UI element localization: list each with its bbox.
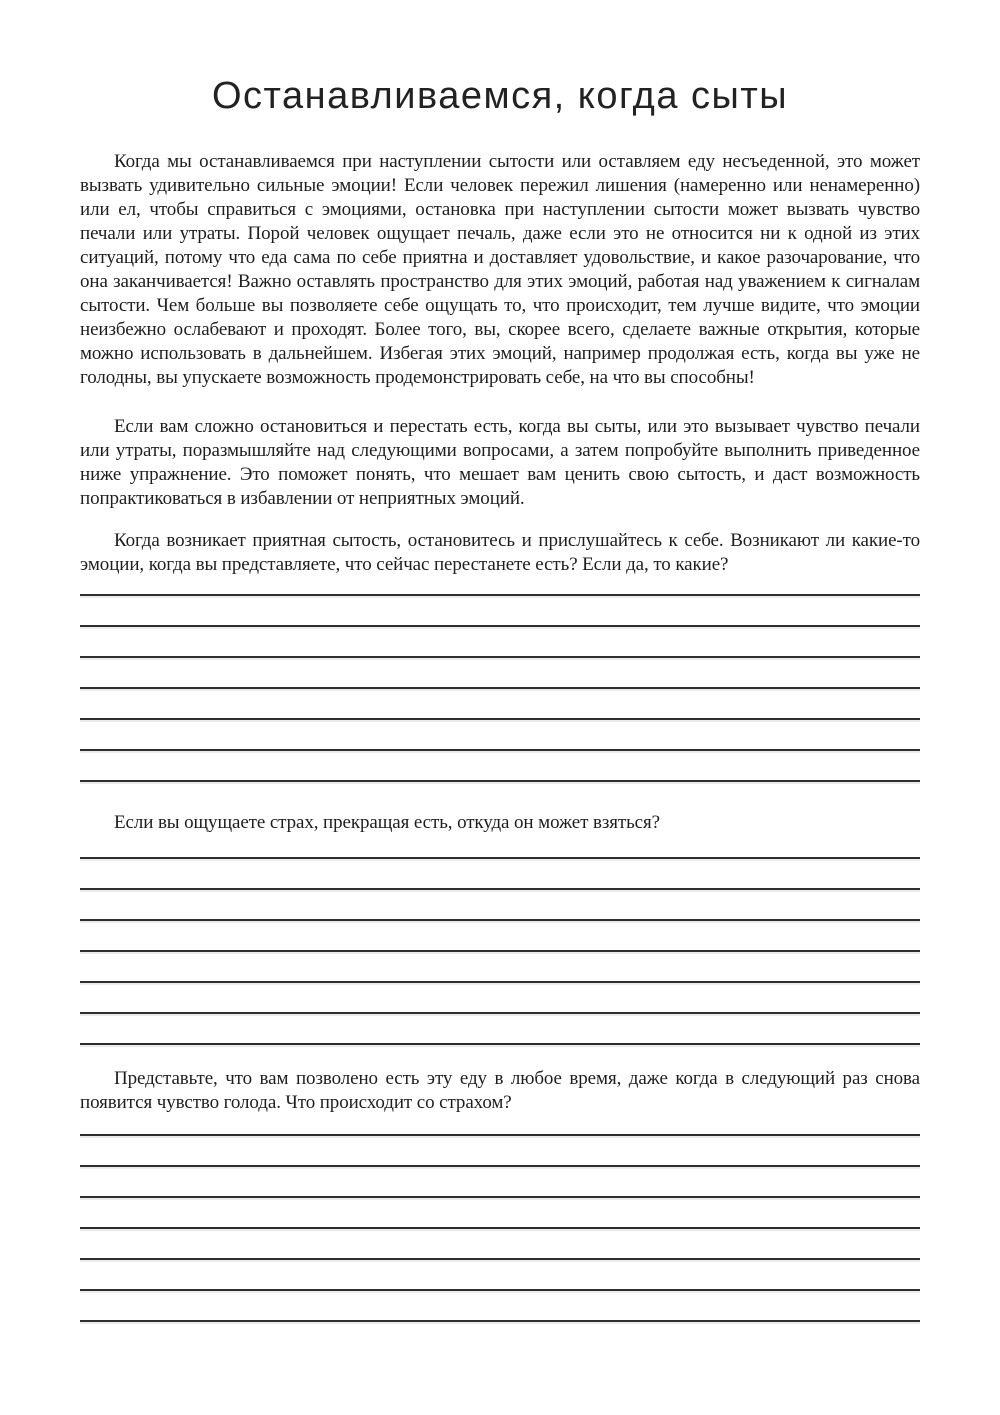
question-1-prompt: Когда возникает приятная сытость, остановитесь и прислушайтесь к себе. Возникают ли какие-то эмоции, когда вы представляете, что сейчас перестанете есть? Если да, то какие? <box>80 530 920 575</box>
question-3-prompt: Представьте, что вам позволено есть эту еду в любое время, даже когда в следующий раз снова появится чувство голода. Что происходит со страхом? <box>80 1068 920 1113</box>
intro-paragraph-1: Когда мы останавливаемся при наступлении сытости или оставляем еду несъеденной, это может вызвать удивительно сильные эмоции! Если человек пережил лишения (намеренно или ненамеренно) или ел, чтобы справиться с эмоциями, остановка при наступлении сытости может вызвать чувство печали или утраты. Порой человек ощущает печаль, даже если это не относится ни к одной из этих ситуаций, потому что еда сама по себе приятна и доставляет удовольствие, и какое разочарование, что она заканчивается! Важно оставлять пространство для этих эмоций, работая над уважением к сигналам сытости. Чем больше вы позволяете себе ощущать то, что происходит, тем лучше видите, что эмоции неизбежно ослабевают и проходят. Более того, вы, скорее всего, сделаете важные открытия, которые можно использовать в дальнейшем. Избегая этих эмоций, например продолжая есть, когда вы уже не голодны, вы упускаете возможность продемонстрировать себе, на что вы способны! <box>80 151 920 388</box>
answer-line <box>80 594 920 596</box>
question-2-prompt: Если вы ощущаете страх, прекращая есть, откуда он может взяться? <box>114 812 660 833</box>
answer-line <box>80 857 920 859</box>
answer-line <box>80 780 920 782</box>
answer-line <box>80 1258 920 1260</box>
answer-line <box>80 1134 920 1136</box>
answer-line <box>80 749 920 751</box>
question-2-answer-lines <box>80 857 920 1045</box>
answer-line <box>80 625 920 627</box>
page-title: Останавливаемся, когда сыты <box>211 75 789 117</box>
answer-line <box>80 919 920 921</box>
question-3-answer-lines <box>80 1134 920 1322</box>
intro-paragraph-2: Если вам сложно остановиться и перестать есть, когда вы сыты, или это вызывает чувство печали или утраты, поразмышляйте над следующими вопросами, а затем попробуйте выполнить приведенное ниже упражнение. Это поможет понять, что мешает вам ценить свою сытость, и даст возможность попрактиковаться в избавлении от неприятных эмоций. <box>80 416 920 509</box>
answer-line <box>80 1320 920 1322</box>
answer-line <box>80 888 920 890</box>
answer-line <box>80 981 920 983</box>
answer-line <box>80 656 920 658</box>
answer-line <box>80 1227 920 1229</box>
answer-line <box>80 1289 920 1291</box>
question-1-answer-lines <box>80 594 920 782</box>
answer-line <box>80 718 920 720</box>
answer-line <box>80 1043 920 1045</box>
answer-line <box>80 950 920 952</box>
answer-line <box>80 1196 920 1198</box>
answer-line <box>80 687 920 689</box>
answer-line <box>80 1165 920 1167</box>
answer-line <box>80 1012 920 1014</box>
